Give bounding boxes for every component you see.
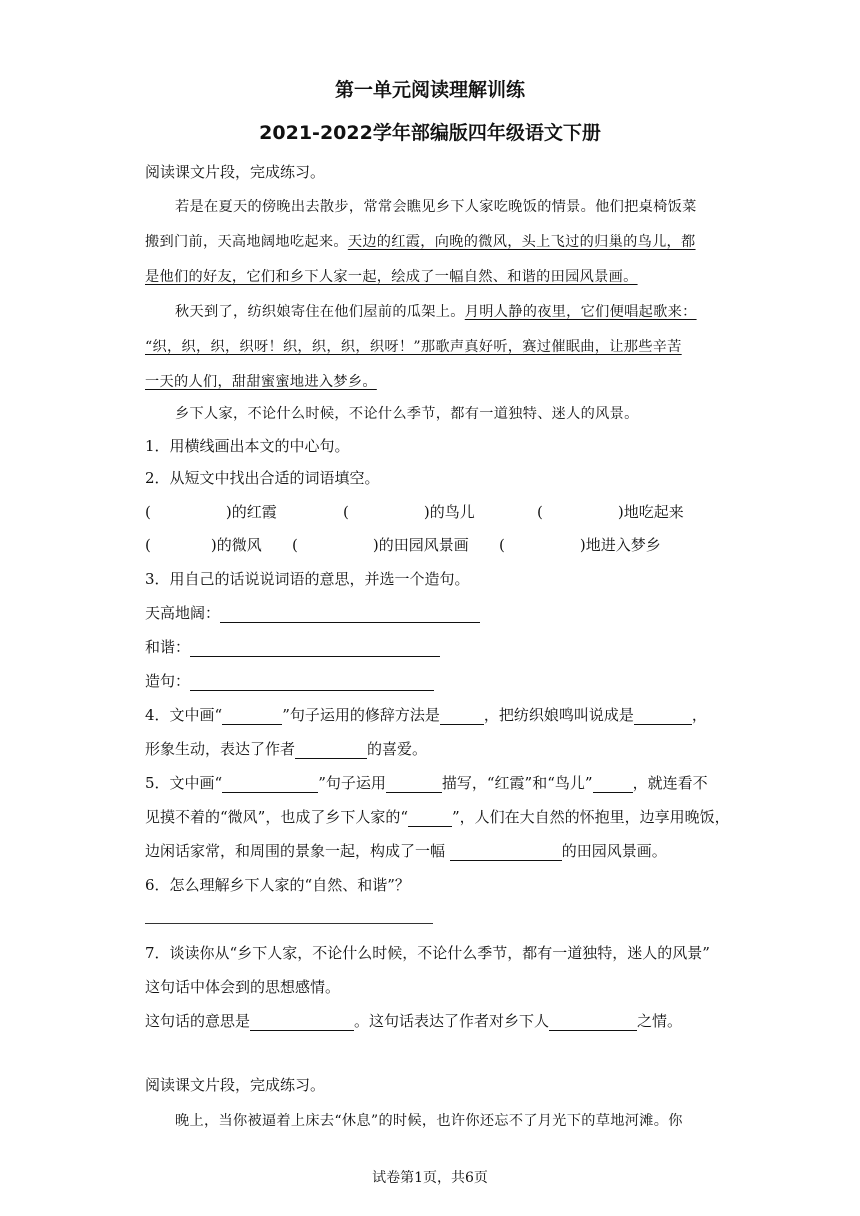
question-7-line2: 这句话中体会到的思想感情。 (145, 978, 341, 996)
q5-text: 见摸不着的“微风”，也成了乡下人家的“ (145, 808, 409, 826)
q3-row-2 (145, 637, 440, 657)
section2-passage-line1: 晚上，当你被逼着上床去“休息”的时候，也许你还忘不了月光下的草地河滩。你 (175, 1113, 683, 1129)
q5-text: ，就连看不 (632, 774, 708, 792)
passage-p1-line1: 若是在夏天的傍晚出去散步，常常会瞧见乡下人家吃晚饭的情景。他们把桌椅饭菜 (175, 199, 697, 215)
passage-p3: 乡下人家，不论什么时候，不论什么季节，都有一道独特、迷人的风景。 (175, 406, 639, 422)
page-title: 第一单元阅读理解训练 (334, 79, 525, 101)
question-7-line1: 7．谈读你从“乡下人家，不论什么时候，不论什么季节，都有一道独特，迷人的风景” (145, 944, 710, 962)
q4-text: ”句子运用的修辞方法是 (282, 706, 440, 724)
q5-blank[interactable] (408, 810, 452, 827)
q3-row-1 (145, 603, 480, 623)
passage-p1-line3: 是他们的好友，它们和乡下人家一起，绘成了一幅自然、和谐的田园风景画。 (145, 269, 638, 285)
q7-blank[interactable] (549, 1014, 637, 1031)
question-2-prompt: 2．从短文中找出合适的词语填空。 (145, 469, 380, 487)
q4-text: 4．文中画“ (145, 706, 223, 724)
q4-text: 形象生动，表达了作者 (145, 740, 296, 758)
passage-text: 搬到门前，天高地阔地吃起来。 (145, 234, 348, 250)
question-4-line1 (145, 705, 707, 725)
q3-answer-blank[interactable] (190, 674, 434, 691)
q5-text: 5．文中画“ (145, 774, 223, 792)
section1-instruction: 阅读课文片段，完成练习。 (145, 163, 326, 181)
q4-blank[interactable] (440, 708, 484, 725)
q4-text: ， (691, 706, 707, 724)
q4-blank[interactable] (295, 742, 367, 759)
question-6: 6．怎么理解乡下人家的“自然、和谐”？ (145, 876, 410, 894)
q7-text: 之情。 (637, 1012, 683, 1030)
q6-answer-line[interactable] (145, 923, 433, 924)
question-5-line2 (145, 807, 730, 827)
q4-text: 的喜爱。 (367, 740, 428, 758)
question-3-prompt: 3．用自己的话说说词语的意思，并选一个造句。 (145, 570, 470, 588)
q5-blank[interactable] (450, 844, 562, 861)
q5-text: 的田园风景画。 (561, 842, 667, 860)
q5-text: 边闲话家常，和周围的景象一起，构成了一幅 (145, 842, 450, 860)
q5-text: ”，人们在大自然的怀抱里，边享用晚饭， (452, 808, 730, 826)
q3-row-3 (145, 671, 434, 691)
q3-label: 和谐： (145, 638, 191, 656)
passage-p1-line2 (145, 232, 696, 252)
q2-blank-3[interactable]: ( )地吃起来 (537, 503, 684, 521)
underlined-sentence: 天边的红霞，向晚的微风，头上飞过的归巢的鸟儿，都 (347, 234, 696, 250)
passage-p2-line3: 一天的人们，甜甜蜜蜜地进入梦乡。 (145, 374, 377, 390)
underlined-sentence: 月明人静的夜里，它们便唱起歌来： (464, 304, 697, 320)
q5-blank[interactable] (386, 776, 442, 793)
q2-blank-5[interactable]: ( )的田园风景画 (292, 536, 469, 554)
question-5-line3 (145, 841, 667, 861)
question-5-line1 (145, 773, 708, 793)
page-footer: 试卷第1页，共6页 (372, 1170, 488, 1186)
q4-text: ，把纺织娘鸣叫说成是 (483, 706, 634, 724)
q7-blank[interactable] (250, 1014, 354, 1031)
q3-label: 造句： (145, 672, 191, 690)
page-subtitle: 2021-2022学年部编版四年级语文下册 (259, 122, 601, 144)
q2-blank-1[interactable]: ( )的红霞 (145, 503, 277, 521)
passage-p2-line2: “织，织，织，织呀！织，织，织，织呀！”那歌声真好听，赛过催眠曲，让那些辛苦 (145, 339, 682, 355)
q5-blank[interactable] (593, 776, 633, 793)
q3-answer-blank[interactable] (190, 640, 440, 657)
q2-blank-2[interactable]: ( )的鸟儿 (343, 503, 475, 521)
section2-instruction: 阅读课文片段，完成练习。 (145, 1076, 326, 1094)
q7-text: 这句话的意思是 (145, 1012, 251, 1030)
question-1: 1．用横线画出本文的中心句。 (145, 437, 350, 455)
q2-blank-6[interactable]: ( )地进入梦乡 (499, 536, 661, 554)
q4-blank[interactable] (634, 708, 692, 725)
question-4-line2 (145, 739, 427, 759)
q3-label: 天高地阔： (145, 604, 221, 622)
question-7-line3 (145, 1011, 682, 1031)
q5-text: 描写，“红霞”和“鸟儿” (441, 774, 593, 792)
passage-text: 秋天到了，纺织娘寄住在他们屋前的瓜架上。 (175, 304, 465, 320)
q3-answer-blank[interactable] (220, 606, 480, 623)
passage-p2-line1 (175, 302, 697, 322)
q4-blank[interactable] (222, 708, 282, 725)
q7-text: 。这句话表达了作者对乡下人 (354, 1012, 550, 1030)
q2-blank-4[interactable]: ( )的微风 (145, 536, 262, 554)
q5-blank[interactable] (222, 776, 318, 793)
q5-text: ”句子运用 (318, 774, 386, 792)
